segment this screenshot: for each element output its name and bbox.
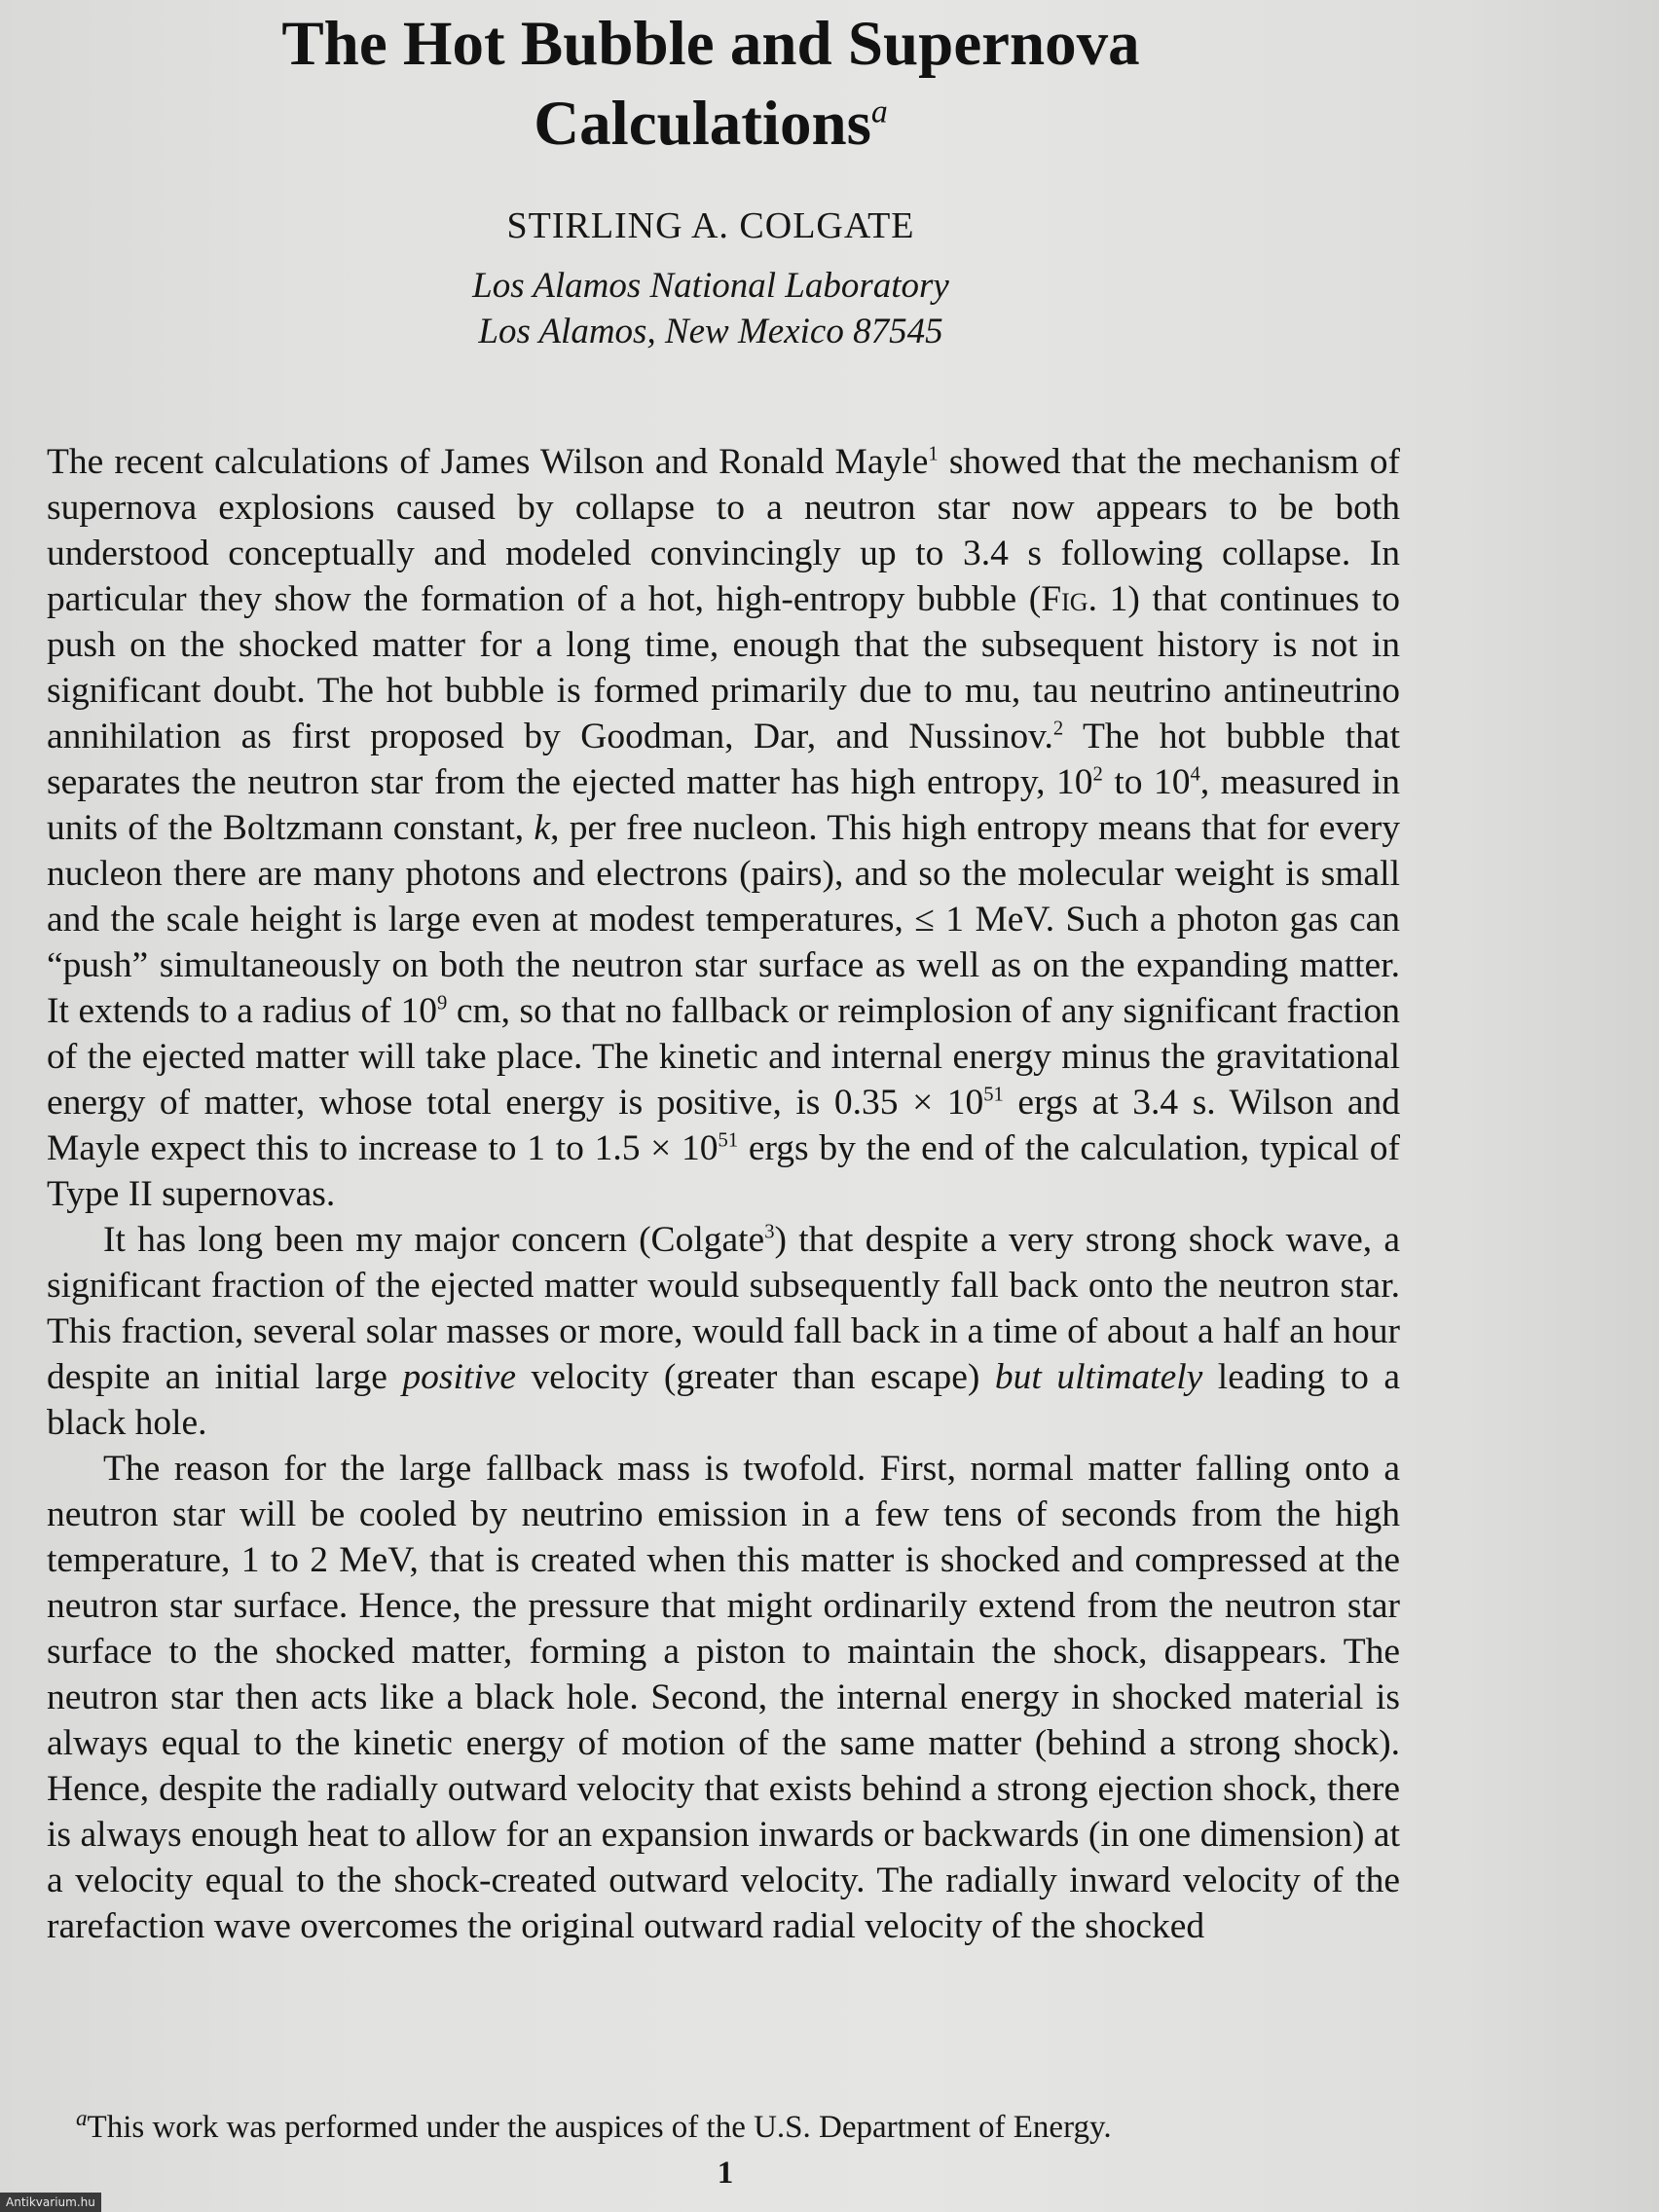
affiliation-line-2: Los Alamos, New Mexico 87545 — [478, 312, 943, 351]
figure-reference: Fig. — [1041, 579, 1097, 619]
boltzmann-symbol: k — [534, 808, 551, 848]
article-body — [47, 439, 1400, 1949]
title-line-1: The Hot Bubble and Supernova — [281, 9, 1140, 79]
title-footnote-mark: a — [870, 93, 888, 130]
author-name: STIRLING A. COLGATE — [506, 205, 915, 246]
paragraph-1: The recent calculations of James Wilson and Ronald Mayle$^1$ showed that the mechanism of supernova explosions caused by collapse to a neutron star now appears to be both understood conceptually and modeled convincingly up to 3.4 s following collapse. In particular they show the formation of a hot, high-entropy bubble (Fig. 1) that continues to push on the shocked matter for a long time, enough that the subsequent history is not in significant doubt. The hot bubble is formed primarily due to mu, tau neutrino antineutrino annihilation as first proposed by Goodman, Dar, and Nussinov.$^2$ The hot bubble that separates the neutron star from the ejected matter has high entropy, $10^2$ to $10^4$, measured in units of the Boltzmann constant, k, per free nucleon. This high entropy means that for every nucleon there are many photons and electrons (pairs), and so the molecular weight is small and the scale height is large even at modest temperatures, ≤ 1 MeV. Such a photon gas can “push” simultaneously on both the neutron star surface as well as on the expanding matter. It extends to a radius of $10^9$ cm, so that no fallback or reimplosion of any significant fraction of the ejected matter will take place. The kinetic and internal energy minus the gravitational energy of matter, whose total energy is positive, is $0.35 \times 10^{51}$ ergs at 3.4 s. Wilson and Mayle expect this to increase to 1 to $1.5 \times 10^{51}$ ergs by the end of the calculation, typical of Type II supernovas. — [47, 442, 1401, 1214]
reference-3: 3 — [764, 1221, 775, 1243]
title-line-2: Calculations — [534, 89, 871, 159]
page-number: 1 — [717, 2156, 734, 2191]
watermark-logo: Antikvarium.hu — [0, 2193, 101, 2212]
author-affiliation — [292, 263, 1129, 354]
reference-1: 1 — [928, 443, 939, 465]
footnote-mark: a — [76, 2105, 88, 2130]
article-title — [146, 4, 1275, 164]
affiliation-line-1: Los Alamos National Laboratory — [472, 266, 949, 306]
paragraph-3: The reason for the large fallback mass is twofold. First, normal matter falling onto a neutron star will be cooled by neutrino emission in a few tens of seconds from the high temperature, 1 to 2 MeV, that is created when this matter is shocked and compressed at the neutron star surface. Hence, the pressure that might ordinarily extend from the neutron star surface to the shocked matter, forming a piston to maintain the shock, disappears. The neutron star then acts like a black hole. Second, the internal energy in shocked material is always equal to the kinetic energy of motion of the same matter (behind a strong shock). Hence, despite the radially outward velocity that exists behind a strong ejection shock, there is always enough heat to allow for an expansion inwards or backwards (in one dimension) at a velocity equal to the shock-created outward velocity. The radially inward velocity of the rarefaction wave overcomes the original outward radial velocity of the shocked — [47, 1449, 1400, 1946]
paragraph-2: It has long been my major concern (Colgate$^3$) that despite a very strong shock wave, a significant fraction of the ejected matter would subsequently fall back onto the neutron star. This fraction, several solar masses or more, would fall back in a time of about a half an hour despite an initial large positive velocity (greater than escape) but ultimately leading to a black hole. — [47, 1220, 1400, 1443]
footnote — [76, 2105, 1342, 2147]
footnote-text: This work was performed under the auspices of the U.S. Department of Energy. — [87, 2110, 1112, 2145]
reference-2: 2 — [1052, 718, 1064, 740]
